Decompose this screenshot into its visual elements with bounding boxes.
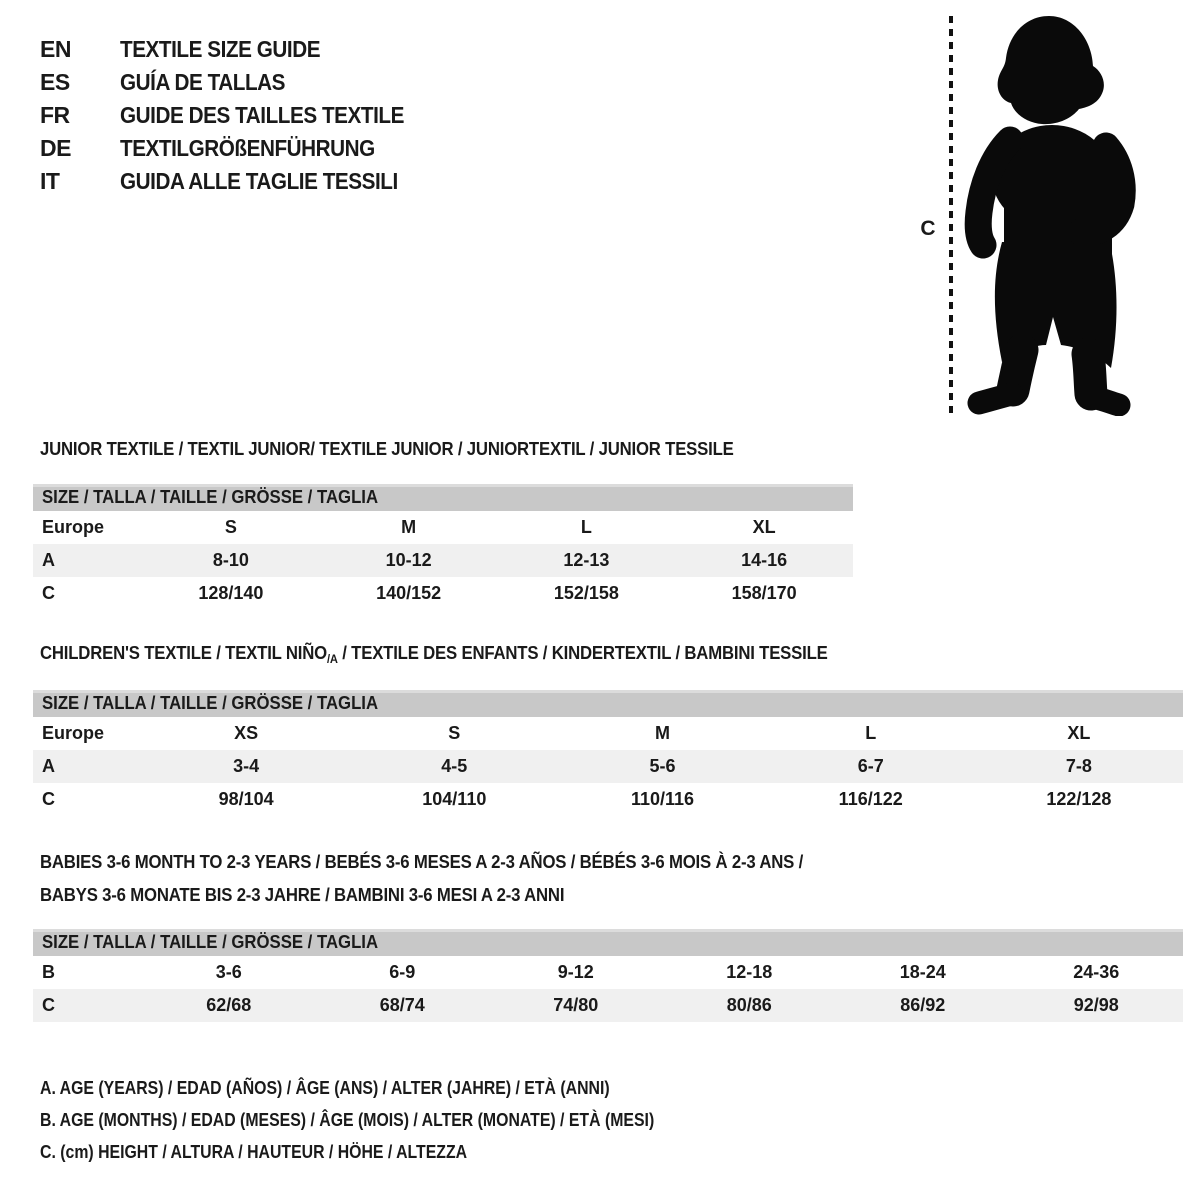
children-age-l: 6-7 [857, 756, 884, 776]
size-header-label: SIZE / TALLA / TAILLE / GRÖSSE / TAGLIA [42, 693, 379, 713]
children-height-xl: 122/128 [1046, 789, 1112, 809]
junior-age-s: 8-10 [212, 550, 249, 570]
babies-height-4: 80/86 [726, 995, 772, 1015]
children-title-subscript: /A [326, 652, 338, 666]
junior-height-row [33, 577, 853, 610]
children-age-xs: 3-4 [233, 756, 260, 776]
guide-title-de: TEXTILGRÖßENFÜHRUNG [120, 135, 375, 161]
junior-age-l: 12-13 [563, 550, 610, 570]
junior-age-row [33, 544, 853, 577]
height-measure-dashed-line [949, 16, 953, 416]
babies-size-table [33, 929, 1183, 1022]
babies-section-title-line2: BABYS 3-6 MONATE BIS 2-3 JAHRE / BAMBINI 3-6 MESI A 2-3 ANNI [40, 885, 565, 905]
junior-col-xl: XL [752, 517, 776, 537]
lang-row-fr [40, 99, 436, 132]
lang-row-it [40, 165, 436, 198]
babies-age-1: 3-6 [215, 962, 242, 982]
lang-row-de [40, 132, 436, 165]
babies-age-6: 24-36 [1073, 962, 1120, 982]
children-height-xs: 98/104 [218, 789, 274, 809]
junior-age-m: 10-12 [385, 550, 432, 570]
junior-size-table [33, 484, 853, 610]
children-height-row [33, 783, 1183, 816]
row-c-label: C [42, 789, 55, 809]
lang-code-de: DE [40, 135, 71, 161]
row-a-label: A [42, 756, 55, 776]
size-header-label: SIZE / TALLA / TAILLE / GRÖSSE / TAGLIA [42, 487, 379, 507]
children-size-table [33, 690, 1183, 816]
size-header-label: SIZE / TALLA / TAILLE / GRÖSSE / TAGLIA [42, 932, 379, 952]
junior-height-s: 128/140 [198, 583, 264, 603]
toddler-silhouette-icon [960, 12, 1138, 416]
babies-age-5: 18-24 [899, 962, 946, 982]
children-title-part2: / TEXTILE DES ENFANTS / KINDERTEXTIL / BAMBINI TESSILE [337, 643, 828, 663]
babies-section-title-line1: BABIES 3-6 MONTH TO 2-3 YEARS / BEBÉS 3-6 MESES A 2-3 AÑOS / BÉBÉS 3-6 MOIS À 2-3 ANS / [40, 852, 804, 872]
children-age-m: 5-6 [649, 756, 676, 776]
lang-code-en: EN [40, 36, 71, 62]
children-section-title [40, 641, 828, 665]
junior-height-m: 140/152 [376, 583, 442, 603]
guide-title-es: GUÍA DE TALLAS [120, 69, 286, 95]
lang-row-es [40, 66, 436, 99]
children-size-header-bar [33, 690, 1183, 717]
babies-age-row [33, 956, 1183, 989]
europe-row-label: Europe [42, 723, 105, 743]
babies-height-2: 68/74 [379, 995, 425, 1015]
children-height-l: 116/122 [838, 789, 903, 809]
babies-height-6: 92/98 [1073, 995, 1119, 1015]
children-col-m: M [655, 723, 670, 743]
babies-age-2: 6-9 [389, 962, 416, 982]
language-title-list [40, 33, 436, 198]
children-age-xl: 7-8 [1065, 756, 1092, 776]
junior-col-m: M [401, 517, 417, 537]
row-c-label: C [42, 995, 55, 1015]
guide-title-en: TEXTILE SIZE GUIDE [120, 36, 321, 62]
children-col-xs: XS [234, 723, 259, 743]
junior-height-l: 152/158 [553, 583, 619, 603]
junior-size-header-bar [33, 484, 853, 511]
row-c-label: C [42, 583, 55, 603]
children-height-s: 104/110 [422, 789, 487, 809]
lang-code-fr: FR [40, 102, 70, 128]
legend-line-c: C. (cm) HEIGHT / ALTURA / HAUTEUR / HÖHE / ALTEZZA [40, 1142, 468, 1162]
guide-title-it: GUIDA ALLE TAGLIE TESSILI [120, 168, 398, 194]
children-europe-row [33, 717, 1183, 750]
babies-size-header-bar [33, 929, 1183, 956]
height-measure-label: C [920, 217, 936, 240]
babies-height-3: 74/80 [553, 995, 599, 1015]
babies-age-3: 9-12 [557, 962, 594, 982]
lang-code-es: ES [40, 69, 70, 95]
junior-section-title: JUNIOR TEXTILE / TEXTIL JUNIOR/ TEXTILE JUNIOR / JUNIORTEXTIL / JUNIOR TESSILE [40, 439, 734, 459]
children-col-l: L [865, 723, 877, 743]
row-b-label: B [42, 962, 55, 982]
babies-age-4: 12-18 [726, 962, 773, 982]
children-col-xl: XL [1067, 723, 1091, 743]
babies-height-row [33, 989, 1183, 1022]
junior-col-s: S [224, 517, 237, 537]
guide-title-fr: GUIDE DES TAILLES TEXTILE [120, 102, 404, 128]
children-height-m: 110/116 [630, 789, 695, 809]
babies-height-1: 62/68 [206, 995, 252, 1015]
children-age-row [33, 750, 1183, 783]
junior-col-l: L [580, 517, 592, 537]
children-col-s: S [448, 723, 461, 743]
lang-code-it: IT [40, 168, 60, 194]
europe-row-label: Europe [42, 517, 105, 537]
junior-age-xl: 14-16 [741, 550, 788, 570]
row-a-label: A [42, 550, 55, 570]
babies-height-5: 86/92 [900, 995, 946, 1015]
children-title-part1: CHILDREN'S TEXTILE / TEXTIL NIÑO [40, 643, 327, 663]
legend-line-b: B. AGE (MONTHS) / EDAD (MESES) / ÂGE (MOIS) / ALTER (MONATE) / ETÀ (MESI) [40, 1110, 655, 1130]
junior-height-xl: 158/170 [731, 583, 797, 603]
lang-row-en [40, 33, 436, 66]
junior-europe-row [33, 511, 853, 544]
children-age-s: 4-5 [441, 756, 468, 776]
legend-line-a: A. AGE (YEARS) / EDAD (AÑOS) / ÂGE (ANS) / ALTER (JAHRE) / ETÀ (ANNI) [40, 1078, 610, 1098]
